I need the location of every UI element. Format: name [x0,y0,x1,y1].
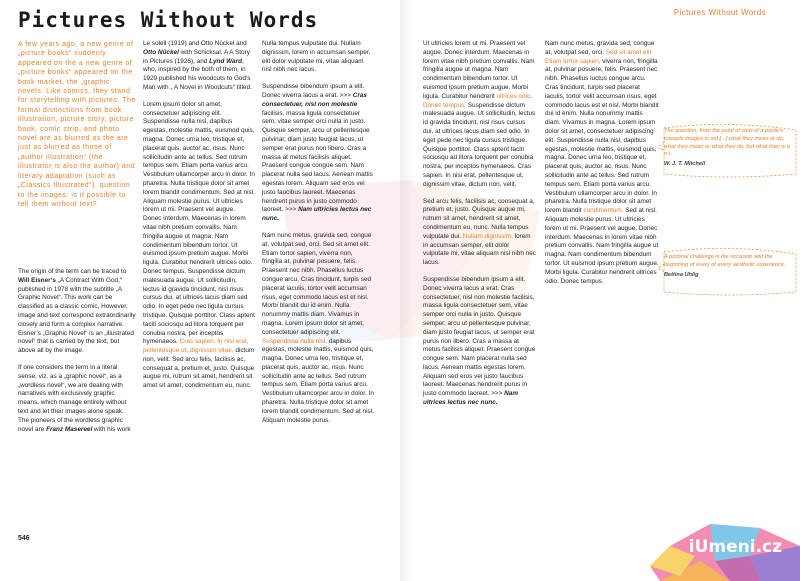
text-column-4 [423,40,537,416]
running-head: Pictures Without Words [673,8,766,17]
page-number: 546 [18,535,30,542]
pull-quote [664,254,794,279]
paragraph: Sed arcu felis, facilisis ac, consequat a, pretium et, justo. Quisque augue mi, rutrum sit amet, hendrerit sit amet, condimentum eu, nunc. Nulla tempus vulputate dui. Nullam dignissim, lorem in accumsan semper, elit dolor vulputate mi, vitae aliquam nisl nibh nec lacus. [423,197,536,267]
quote-text: The question, from the point of view of a poetics towards images is not [...] what they mean or do, what they mean or what they do, but what they w a n t. [664,128,790,158]
paragraph: Nulla tempus vulputate dui. Nullam dignissim, lorem in accumsan semper, elit dolor vulputate mi, vitae aliquam nisl nibh nec lacus. [262,40,371,74]
site-logo: iUmeni.cz [688,537,782,557]
pull-quote [664,128,794,169]
page-title: Pictures Without Words [18,8,319,32]
quote-text: A pictorial challenge is the occasion and the beginning of every of every aesthetic experience. [664,254,786,268]
paragraph: Nam nunc metus, gravida sed, congue at, volutpat sed, orci. Sed sit amet elit. Etiam tortor sapien, viverra non, fringilla at, pulvinar posuere, felis. Praesent nec nibh. Phasellus luctus congue arcu. Cras tincidunt, turpis sed placerat iaculis, tortor velit accumsan risus, eget commodo lacus est et nisl. Morbi blandit dui id enim. Nulla nonummy mattis diam. Vivamus in magna. Lorem ipsum dolor sit amet, consectetuer adipiscing elit. Suspendisse nulla nisl, dapibus egestas, molestie mattis, euismod quis, magna. Donec urna leo, tristique et, placerat quis, auctor ac, risus. Nunc sollicitudin ante ac tellus. Sed rutrum tempus sem. Etiam porta varius arcu. Vestibulum ullamcorper arcu in dolor. In pharetra. Nulla tristique dolor sit amet lorem blandit condimentum. Sed at nisl. Aliquam molestie purus. [262,231,374,424]
paragraph: Nam nunc metus, gravida sed, congue at, volutpat sed, orci. Sed sit amet elit. Etiam tortor sapien, viverra non, fringilla at, pulvinar posuere, felis. Praesent nec nibh. Phasellus luctus congue arcu. Cras tincidunt, turpis sed placerat iaculis, tortor velit accumsan risus, eget commodo lacus est et nisl. Morbi blandit dui id enim. Nulla nonummy mattis diam. Vivamus in magna. Lorem ipsum dolor sit amet, consectetuer adipiscing elit. Suspendisse nulla nisl, dapibus egestas, molestie mattis, euismod quis, magna. Donec urna leo, tristique et, placerat quis, auctor ac, risus. Nunc sollicitudin ante ac tellus. Sed rutrum tempus sem. Etiam porta varius arcu. Vestibulum ullamcorper arcu in dolor. In pharetra. Nulla tristique dolor sit amet lorem blandit condimentum. Sed at nisl. Aliquam molestie purus. Ut ultricies lorem ut mi. Praesent vel augue. Donec interdum. Maecenas in lorem vitae nibh pretium convallis. Nam fringilla augue ut magna. Nam condimentum bibendum tortor. Ut euismod ipsum pretium augue. Morbi ligula. Curabitur hendrerit ultrices odio. Donec tempus. [545,40,659,285]
paragraph: Suspendisse bibendum ipsum a elit. Donec viverra lacus a erat. Cras consectetuer, nisl non molestie facilisis, massa ligula consectetuer sem, vitae semper orci nulla in justo. Quisque semper, arcu ut pellentesque pulvinar, diam justo feugiat lacus, ut semper erat purus non libero. Cras a massa at metus facilisis aliquet. Praesent congue congue sem. Nam placerat nulla sed lacus. Aenean mattis egestas lorem. Aliquam sed eros vel justo faucibus laoreet. Maecenas hendrerit purus in justo commodo laoreet. >>> Nam ultrices lectus nec nunc. [423,275,536,407]
quote-author: Bettina Uhlig [664,271,699,278]
paragraph: If one considers the term in a literal sense, viz. as a „graphic novel“, as a „wordless novel“, we are dealing with narratives with exclusively graphic means, which manage entirely without text and let their images alone speak. The pioneers of the wordless graphic novel are Franz Masereel with his work [18,363,131,433]
text-column-3 [262,40,374,433]
paragraph: Ut ultricies lorem ut mi. Praesent vel augue. Donec interdum. Maecenas in lorem vitae nibh pretium convallis. Nam fringilla augue ut magna. Nam condimentum bibendum tortor. Ut euismod ipsum pretium augue. Morbi ligula. Curabitur hendrerit ultrices odio. Donec tempus. Suspendisse dictum malesuada augue. Ut sollicitudin, lectus id gravida tincidunt, nisl risus cursus dui, at ultrices lacus diam sed odio. In eget pede nec ligula cursus tristique. Quisque porttitor. Class aptent taciti sociosqu ad litora torquent per conubia nostra, per inceptos hymenaeos. Cras sapien. In nisi erat, pellentesque ut, dignissim vitae, dictum non, velit. [423,40,536,188]
text-column-5 [545,40,659,294]
quote-author: W. J. T. Mitchell [664,161,706,168]
text-column-2 [143,40,255,399]
lead-paragraph: A few years ago, a new genre of „picture books“ suddenly appeared on the a new genre of „picture books“ appeared on the book market, the „graphic novels. Like comics, they stand for storytelling with pictures. The formal distinctions from book illustration, picture story, picture book, comic strip, and photo novel are as blurred as the are just as blurred as those of „author illustration“ (the illustrator is also the author) and literary adaptation (such as „Classics Illustrated“). question to the images: is it possible to tell them without text? [18,41,136,208]
text-column-1 [18,268,136,442]
paragraph: Le soleil (1919) and Otto Nückel and Otto Nückel with Schicksal. A A Story in Pictures (1926), and Lynd Ward, who, inspired by the both of them, in 1929 published his woodcuts to God's Man with „ A Novel in Woodcuts“ titled. [143,40,252,91]
paragraph: Suspendisse bibendum ipsum a elit. Donec viverra lacus a erat. >>> Cras consectetuer, nisl non molestie facilisis, massa ligula consectetuer sem, vitae semper orci nulla in justo. Quisque semper, arcu ut pellentesque pulvinar, diam justo feugiat lacus, ut semper erat purus non libero. Cras a massa at metus facilisis aliquet. Praesent congue congue sem. Nam placerat nulla sed lacus. Aenean mattis egestas lorem. Aliquam sed eros vel justo faucibus laoreet. Maecenas hendrerit purus in justo commodo laoreet. >>> Nam ultricies lectus nec nunc. [262,83,373,223]
paragraph: Lorem ipsum dolor sit amet, consectetuer adipiscing elit. Suspendisse nulla nisl, dapibus egestas, molestie mattis, euismod quis, magna. Donec urna leo, tristique et, placerat quis, auctor ac, risus. Nunc sollicitudin ante ac tellus. Sed rutrum tempus sem. Etiam porta varius arcu. Vestibulum ullamcorper arcu in dolor. In pharetra. Nulla tristique dolor sit amet lorem blandit condimentum. Sed at nisl. Aliquam molestie purus. Ut ultricies lorem ut mi. Praesent vel augue. Donec interdum. Maecenas in lorem vitae nibh pretium convallis. Nam fringilla augue ut magna. Nam condimentum bibendum tortor. Ut euismod ipsum pretium augue. Morbi ligula. Curabitur hendrerit ultrices odio. Donec tempus. Suspendisse dictum malesuada augue. Ut sollicitudin, lectus id gravida tincidunt, nisl risus cursus dui, at ultrices lacus diam sed odio. In eget pede nec ligula cursus tristique. Quisque porttitor. Class aptent taciti sociosqu ad litora torquent per conubia nostra, per inceptos hymenaeos. Cras sapien. In nisi erat, pellentesque ut, dignissim vitae, dictum non, velit. Sed arcu felis, facilisis ac, consequat a, pretium et, justo. Quisque augue mi, rutrum sit amet, hendrerit sit amet sit amet, condimentum eu, nunc. [143,100,255,390]
paragraph: The origin of the term can be traced to Will Eisner‘s „A Contract With God,“ published in 1978 with the subtitle „A Graphic Novel“. This work can be classified as a classic comic, However, image and text correspond extraordinarily closely and form a complex narrative. Eisner’s „Graphic Novel“ is an „illustrated novel“ that is carried by the text, but above all by the image. [18,268,136,355]
